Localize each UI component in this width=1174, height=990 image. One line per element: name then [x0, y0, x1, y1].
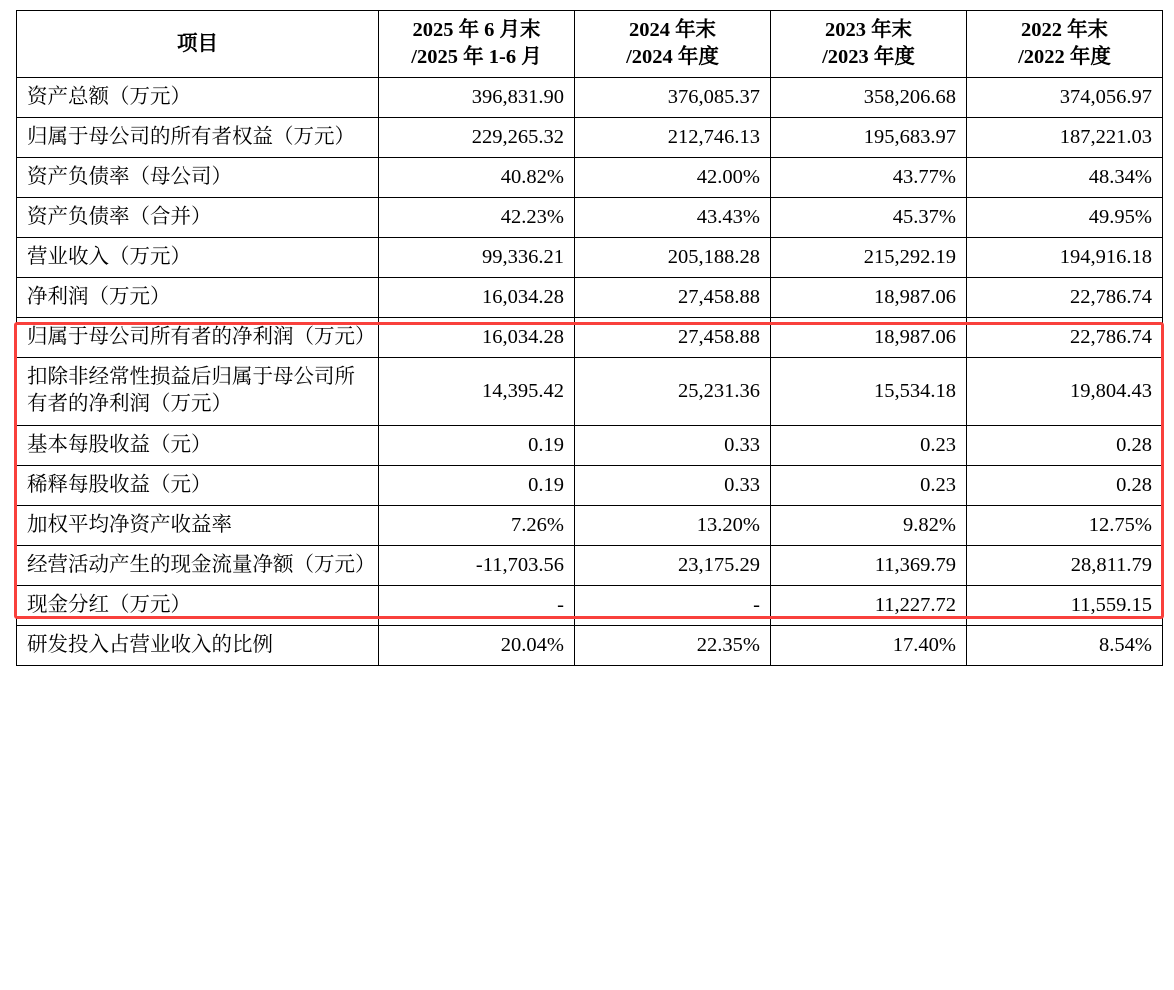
- column-header-2022: [967, 11, 1163, 78]
- row-value: 43.77%: [771, 158, 967, 198]
- row-value: 205,188.28: [575, 238, 771, 278]
- column-header-2024: [575, 11, 771, 78]
- row-value: 99,336.21: [379, 238, 575, 278]
- row-value: 0.33: [575, 425, 771, 465]
- row-value: 42.23%: [379, 198, 575, 238]
- table-header-row: [17, 11, 1163, 78]
- table-row: [17, 585, 1163, 625]
- row-value: 28,811.79: [967, 545, 1163, 585]
- row-value: 42.00%: [575, 158, 771, 198]
- row-value: 16,034.28: [379, 318, 575, 358]
- row-value: 194,916.18: [967, 238, 1163, 278]
- row-value: 16,034.28: [379, 278, 575, 318]
- row-value: 12.75%: [967, 505, 1163, 545]
- table-row: [17, 625, 1163, 665]
- row-value: 49.95%: [967, 198, 1163, 238]
- row-value: 229,265.32: [379, 118, 575, 158]
- row-value: 7.26%: [379, 505, 575, 545]
- row-value: 11,559.15: [967, 585, 1163, 625]
- row-value: 27,458.88: [575, 278, 771, 318]
- row-value: -: [379, 585, 575, 625]
- row-item-label: 归属于母公司所有者的净利润（万元）: [17, 318, 379, 358]
- row-value: 18,987.06: [771, 278, 967, 318]
- row-value: 25,231.36: [575, 358, 771, 425]
- row-item-label: 经营活动产生的现金流量净额（万元）: [17, 545, 379, 585]
- column-header-line2: /2022 年度: [1018, 46, 1111, 69]
- table-row: [17, 158, 1163, 198]
- column-header-line1: 项目: [177, 32, 218, 55]
- table-row: [17, 505, 1163, 545]
- row-value: 0.19: [379, 465, 575, 505]
- row-item-label: 基本每股收益（元）: [17, 425, 379, 465]
- row-value: 376,085.37: [575, 78, 771, 118]
- row-value: 22,786.74: [967, 278, 1163, 318]
- row-item-label: 资产负债率（合并）: [17, 198, 379, 238]
- row-value: 22,786.74: [967, 318, 1163, 358]
- column-header-2023: [771, 11, 967, 78]
- column-header-line1: 2024 年末: [628, 19, 717, 41]
- column-header-line2: /2025 年 1-6 月: [411, 46, 542, 69]
- row-item-label: 现金分红（万元）: [17, 585, 379, 625]
- column-header-2025h1: [379, 11, 575, 78]
- row-value: 11,369.79: [771, 545, 967, 585]
- row-value: 0.19: [379, 425, 575, 465]
- row-value: -: [575, 585, 771, 625]
- row-value: 215,292.19: [771, 238, 967, 278]
- row-value: 23,175.29: [575, 545, 771, 585]
- table-row: [17, 545, 1163, 585]
- row-value: 40.82%: [379, 158, 575, 198]
- row-item-label: 加权平均净资产收益率: [17, 505, 379, 545]
- row-item-label: 资产负债率（母公司）: [17, 158, 379, 198]
- column-header-line1: 2022 年末: [1020, 19, 1109, 41]
- table-row: [17, 278, 1163, 318]
- row-item-label: 归属于母公司的所有者权益（万元）: [17, 118, 379, 158]
- row-value: -11,703.56: [379, 545, 575, 585]
- financial-summary-table: [16, 10, 1163, 666]
- row-value: 14,395.42: [379, 358, 575, 425]
- table-row: [17, 198, 1163, 238]
- column-header-item: [17, 11, 379, 78]
- row-value: 187,221.03: [967, 118, 1163, 158]
- table-row: [17, 465, 1163, 505]
- row-value: 17.40%: [771, 625, 967, 665]
- row-item-label: 净利润（万元）: [17, 278, 379, 318]
- row-value: 374,056.97: [967, 78, 1163, 118]
- row-value: 0.28: [967, 465, 1163, 505]
- table-row: [17, 318, 1163, 358]
- row-item-label: 营业收入（万元）: [17, 238, 379, 278]
- table-row: [17, 118, 1163, 158]
- row-value: 13.20%: [575, 505, 771, 545]
- column-header-line2: /2024 年度: [626, 46, 719, 69]
- row-value: 20.04%: [379, 625, 575, 665]
- row-item-label: 稀释每股收益（元）: [17, 465, 379, 505]
- row-value: 396,831.90: [379, 78, 575, 118]
- row-value: 43.43%: [575, 198, 771, 238]
- row-value: 48.34%: [967, 158, 1163, 198]
- row-value: 22.35%: [575, 625, 771, 665]
- table-row: [17, 238, 1163, 278]
- row-value: 27,458.88: [575, 318, 771, 358]
- column-header-line2: /2023 年度: [822, 46, 915, 69]
- row-value: 195,683.97: [771, 118, 967, 158]
- row-item-label: 研发投入占营业收入的比例: [17, 625, 379, 665]
- row-value: 212,746.13: [575, 118, 771, 158]
- row-value: 45.37%: [771, 198, 967, 238]
- row-item-label: 扣除非经常性损益后归属于母公司所有者的净利润（万元）: [17, 358, 379, 425]
- row-value: 19,804.43: [967, 358, 1163, 425]
- column-header-line1: 2025 年 6 月末: [412, 19, 541, 41]
- row-value: 0.28: [967, 425, 1163, 465]
- row-value: 358,206.68: [771, 78, 967, 118]
- row-value: 0.33: [575, 465, 771, 505]
- table-row: [17, 358, 1163, 425]
- row-item-label: 资产总额（万元）: [17, 78, 379, 118]
- table-row: [17, 78, 1163, 118]
- row-value: 0.23: [771, 425, 967, 465]
- row-value: 18,987.06: [771, 318, 967, 358]
- column-header-line1: 2023 年末: [824, 19, 913, 41]
- row-value: 11,227.72: [771, 585, 967, 625]
- row-value: 9.82%: [771, 505, 967, 545]
- row-value: 8.54%: [967, 625, 1163, 665]
- row-value: 15,534.18: [771, 358, 967, 425]
- table-row: [17, 425, 1163, 465]
- row-value: 0.23: [771, 465, 967, 505]
